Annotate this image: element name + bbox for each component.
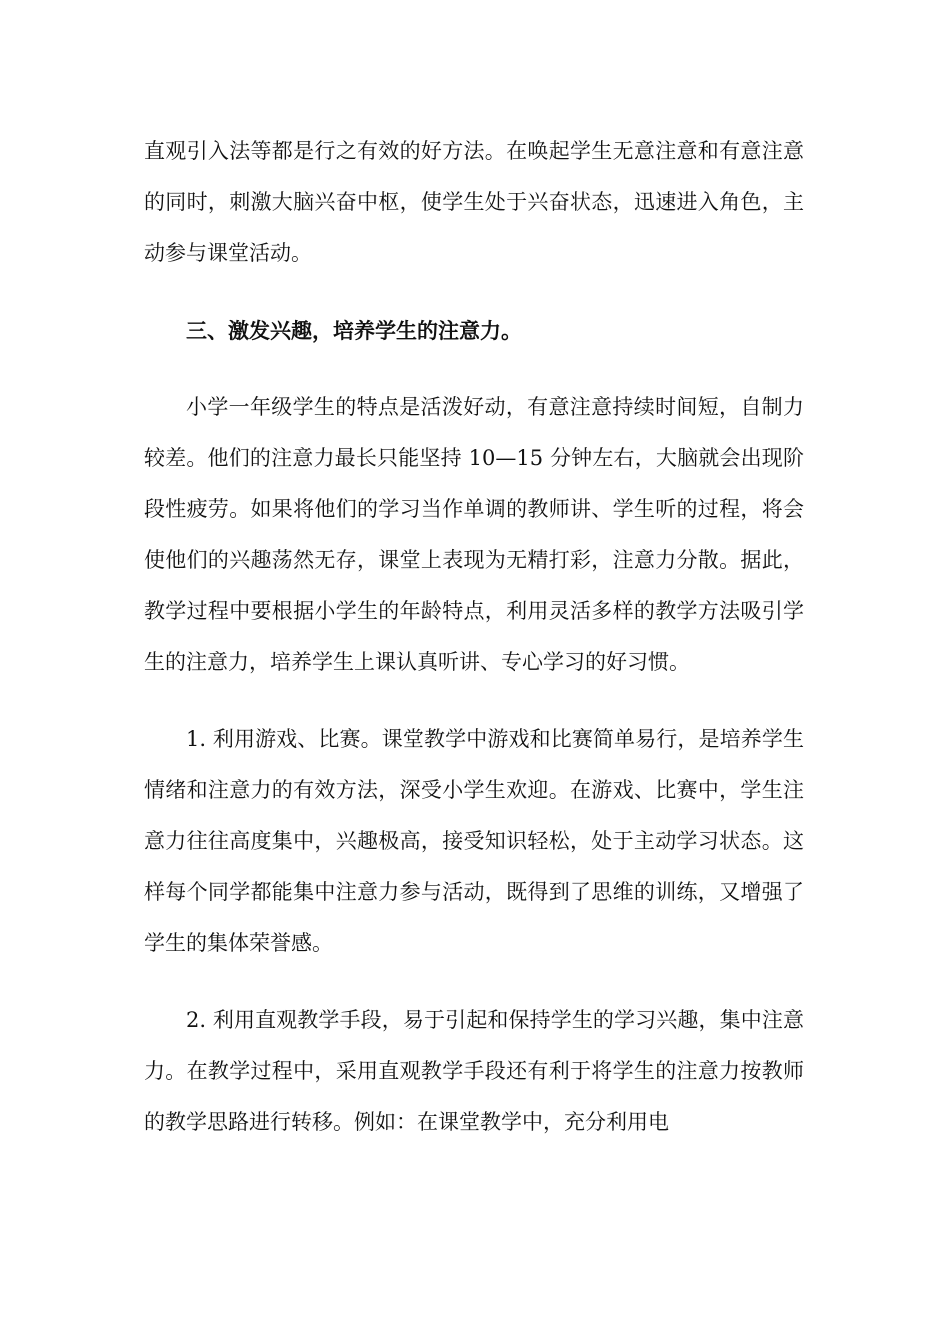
numbered-paragraph: 1. 利用游戏、比赛。课堂教学中游戏和比赛简单易行，是培养学生情绪和注意力的有效方法，深受小学生欢迎。在游戏、比赛中，学生注意力往往高度集中，兴趣极高，接受知识轻松，处于主动学习状态。这样每个同学都能集中注意力参与活动，既得到了思维的训练，又增强了学生的集体荣誉感。 — [144, 727, 804, 955]
document-body — [144, 126, 804, 1148]
section-heading: 三、激发兴趣，培养学生的注意力。 — [186, 318, 522, 343]
numbered-paragraph: 2. 利用直观教学手段，易于引起和保持学生的学习兴趣，集中注意力。在教学过程中，采用直观教学手段还有利于将学生的注意力按教师的教学思路进行转移。例如：在课堂教学中，充分利用电 — [144, 1008, 804, 1134]
body-paragraph: 小学一年级学生的特点是活泼好动，有意注意持续时间短，自制力较差。他们的注意力最长只能坚持 10—15 分钟左右，大脑就会出现阶段性疲劳。如果将他们的学习当作单调的教师讲、学生听的过程，将会使他们的兴趣荡然无存，课堂上表现为无精打彩，注意力分散。据此，教学过程中要根据小学生的年龄特点，利用灵活多样的教学方法吸引学生的注意力，培养学生上课认真听讲、专心学习的好习惯。 — [144, 395, 804, 674]
body-paragraph: 直观引入法等都是行之有效的好方法。在唤起学生无意注意和有意注意的同时，刺激大脑兴奋中枢，使学生处于兴奋状态，迅速进入角色，主动参与课堂活动。 — [144, 139, 804, 265]
